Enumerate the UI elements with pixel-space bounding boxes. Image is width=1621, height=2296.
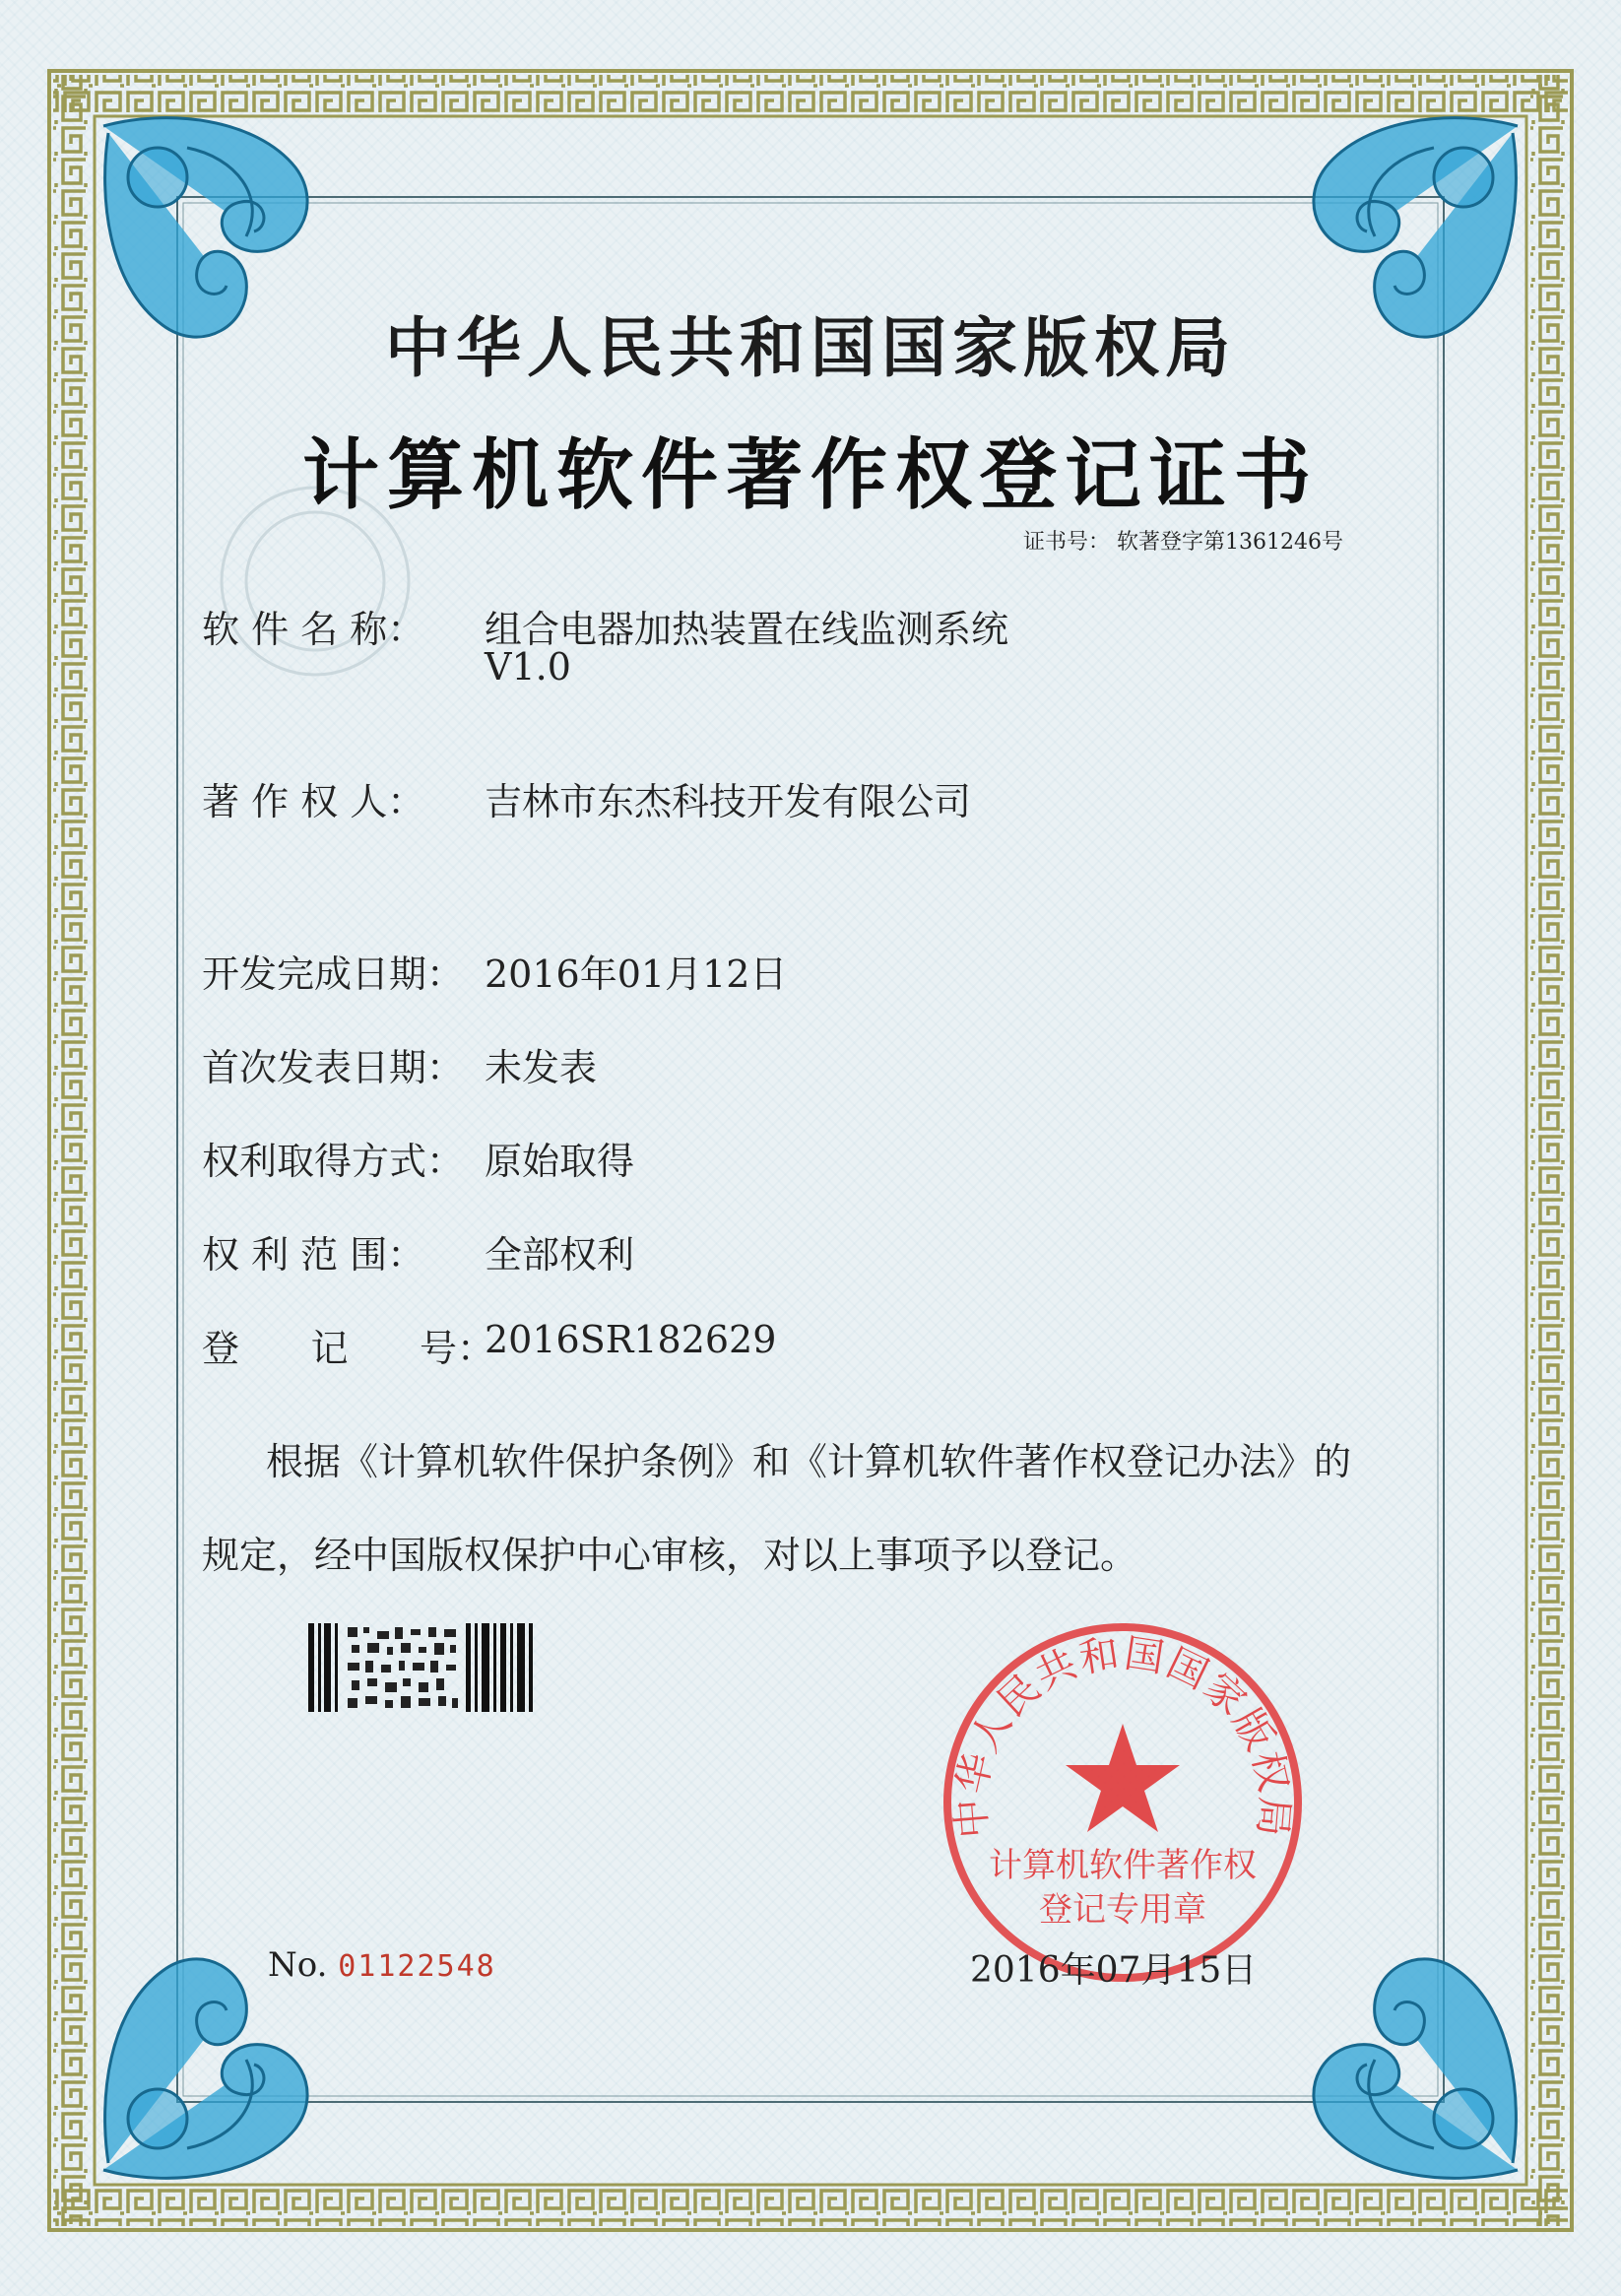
corner-ornament-bottom-right — [1314, 1959, 1518, 2178]
seal-line-1: 计算机软件著作权 — [989, 1847, 1257, 1884]
seal-ring-text: 中华人民共和国国家版权局 — [948, 1631, 1297, 1840]
field-value-rights-scope: 全部权利 — [485, 1233, 635, 1277]
certificate-number: 证书号： 软著登字第1361246号 — [1023, 530, 1343, 555]
statement-line-2: 规定，经中国版权保护中心审核，对以上事项予以登记。 — [202, 1534, 1138, 1577]
field-value-software-version: V1.0 — [485, 645, 571, 689]
statement-line-1: 根据《计算机软件保护条例》和《计算机软件著作权登记办法》的 — [266, 1440, 1352, 1483]
field-label-software-name: 软 件 名 称： — [202, 608, 425, 651]
issuing-authority: 中华人民共和国国家版权局 — [385, 309, 1236, 386]
issue-date: 2016年07月15日 — [970, 1950, 1258, 1991]
field-value-software-name: 组合电器加热装置在线监测系统 — [485, 608, 1009, 651]
field-value-first-publication: 未发表 — [485, 1046, 598, 1089]
official-seal — [936, 1615, 1310, 1990]
field-value-copyright-owner: 吉林市东杰科技开发有限公司 — [485, 780, 972, 823]
serial-number-label: No. — [268, 1945, 328, 1985]
field-label-first-publication: 首次发表日期： — [202, 1046, 465, 1089]
field-value-acquisition-method: 原始取得 — [485, 1140, 635, 1183]
field-label-completion-date: 开发完成日期： — [202, 952, 465, 996]
barcode — [308, 1623, 535, 1712]
seal-line-2: 登记专用章 — [1039, 1891, 1206, 1929]
field-label-registration-number: 登 记 号： — [202, 1327, 494, 1370]
certificate-title: 计算机软件著作权登记证书 — [301, 430, 1319, 520]
field-label-copyright-owner: 著 作 权 人： — [202, 780, 425, 823]
field-label-rights-scope: 权 利 范 围： — [202, 1233, 425, 1277]
field-value-registration-number: 2016SR182629 — [485, 1318, 777, 1361]
field-value-completion-date: 2016年01月12日 — [485, 952, 788, 996]
seal-star-icon — [1066, 1724, 1180, 1832]
corner-ornament-bottom-left — [103, 1959, 307, 2178]
serial-number — [268, 1945, 496, 1985]
serial-number-value: 01122548 — [338, 1949, 496, 1984]
field-label-acquisition-method: 权利取得方式： — [202, 1140, 465, 1183]
